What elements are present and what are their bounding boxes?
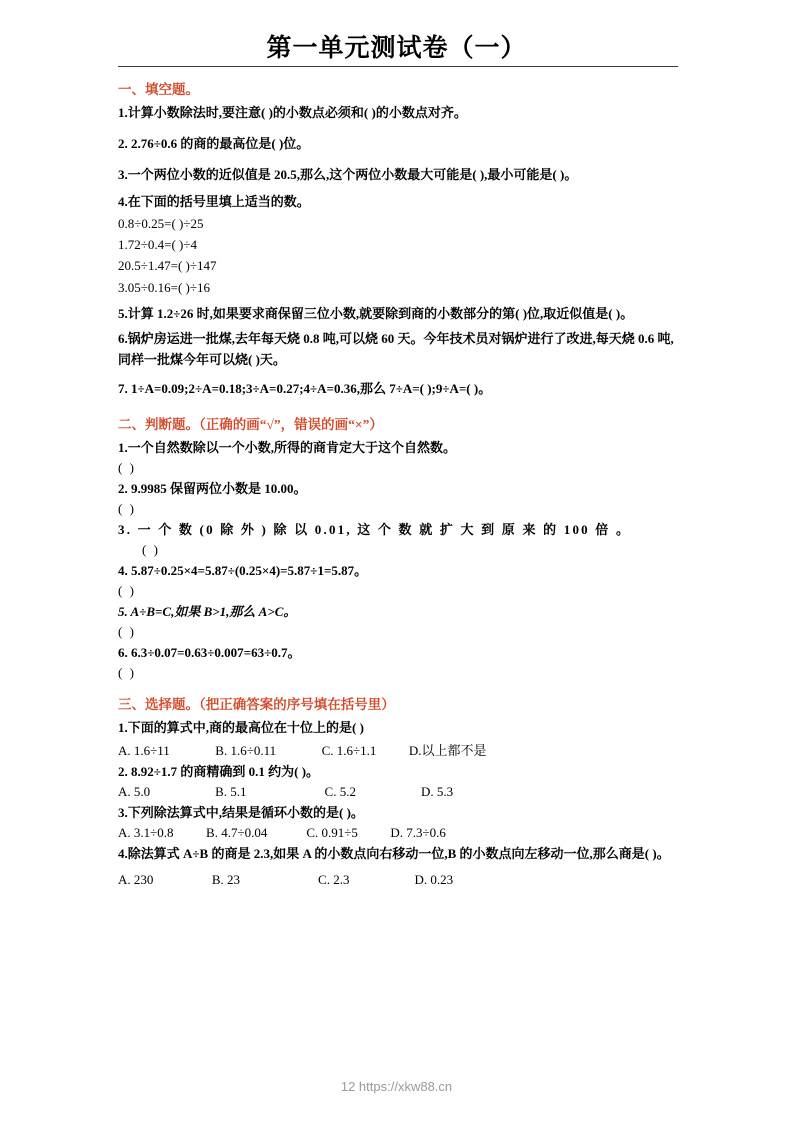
section-heading-true-false: 二、判断题。（正确的画“√”，错误的画“×”） — [118, 416, 383, 432]
section-heading-multiple-choice: 三、选择题。（把正确答案的序号填在括号里） — [118, 697, 395, 713]
question-2-5: 5. A÷B=C,如果 B>1,那么 A>C。 — [118, 604, 297, 620]
answer-box-2-5[interactable]: ( ) — [118, 624, 136, 640]
question-3-1: 1.下面的算式中,商的最高位在十位上的是( ) — [118, 720, 364, 736]
question-1-5: 5.计算 1.2÷26 时,如果要求商保留三位小数,就要除到商的小数部分的第( )位,取近似值是( )。 — [118, 305, 634, 321]
section-heading-fill-in: 一、填空题。 — [118, 82, 199, 97]
answer-box-2-1[interactable]: ( ) — [118, 459, 136, 475]
options-3-1[interactable]: A. 1.6÷11 B. 1.6÷0.11 C. 1.6÷1.1 D.以上都不是 — [118, 743, 487, 759]
question-1-7: 7. 1÷A=0.09;2÷A=0.18;3÷A=0.27;4÷A=0.36,那么 7÷A=( );9÷A=( )。 — [118, 380, 492, 396]
question-3-2: 2. 8.92÷1.7 的商精确到 0.1 约为( )。 — [118, 764, 320, 780]
question-2-6: 6. 6.3÷0.07=0.63÷0.007=63÷0.7。 — [118, 645, 301, 661]
question-2-1: 1.一个自然数除以一个小数,所得的商肯定大于这个自然数。 — [118, 439, 457, 455]
question-1-6: 6.锅炉房运进一批煤,去年每天烧 0.8 吨,可以烧 60 天。今年技术员对锅炉进行了改进,每天烧 0.6 吨,同样一批煤今年可以烧( )天。 — [118, 330, 674, 367]
answer-box-2-2[interactable]: ( ) — [118, 501, 136, 517]
options-3-3[interactable]: A. 3.1÷0.8 B. 4.7÷0.04 C. 0.91÷5 D. 7.3÷0.6 — [118, 825, 446, 841]
answer-box-2-3[interactable]: ( ) — [142, 542, 160, 558]
fill-line-2: 1.72÷0.4=( )÷4 — [118, 237, 198, 253]
question-1-2: 2. 2.76÷0.6 的商的最高位是( )位。 — [118, 136, 310, 152]
question-2-4: 4. 5.87÷0.25×4=5.87÷(0.25×4)=5.87÷1=5.87。 — [118, 563, 368, 579]
question-3-3: 3.下列除法算式中,结果是循环小数的是( )。 — [118, 805, 364, 821]
fill-line-4: 3.05÷0.16=( )÷16 — [118, 279, 211, 295]
question-1-1: 1.计算小数除法时,要注意( )的小数点必须和( )的小数点对齐。 — [118, 105, 467, 120]
page-footer: 12 https://xkw88.cn — [340, 1079, 453, 1094]
answer-box-2-6[interactable]: ( ) — [118, 665, 136, 681]
question-1-3: 3.一个两位小数的近似值是 20.5,那么,这个两位小数最大可能是( ),最小可能是( )。 — [118, 167, 578, 183]
question-2-3: 3. 一 个 数 (0 除 外 ) 除 以 0.01, 这 个 数 就 扩 大 到 原 来 的 100 倍 。 — [118, 522, 632, 538]
page-title: 第一单元测试卷（一） — [266, 35, 527, 62]
answer-box-2-4[interactable]: ( ) — [118, 583, 136, 599]
options-3-4[interactable]: A. 230 B. 23 C. 2.3 D. 0.23 — [118, 872, 454, 888]
fill-line-1: 0.8÷0.25=( )÷25 — [118, 216, 204, 232]
question-3-4: 4.除法算式 A÷B 的商是 2.3,如果 A 的小数点向右移动一位,B 的小数点向左移动一位,那么商是( )。 — [118, 846, 670, 862]
question-2-2: 2. 9.9985 保留两位小数是 10.00。 — [118, 480, 307, 496]
header-rule — [118, 66, 678, 67]
fill-line-3: 20.5÷1.47=( )÷147 — [118, 258, 217, 274]
options-3-2[interactable]: A. 5.0 B. 5.1 C. 5.2 D. 5.3 — [118, 784, 454, 800]
question-1-4: 4.在下面的括号里填上适当的数。 — [118, 194, 310, 210]
